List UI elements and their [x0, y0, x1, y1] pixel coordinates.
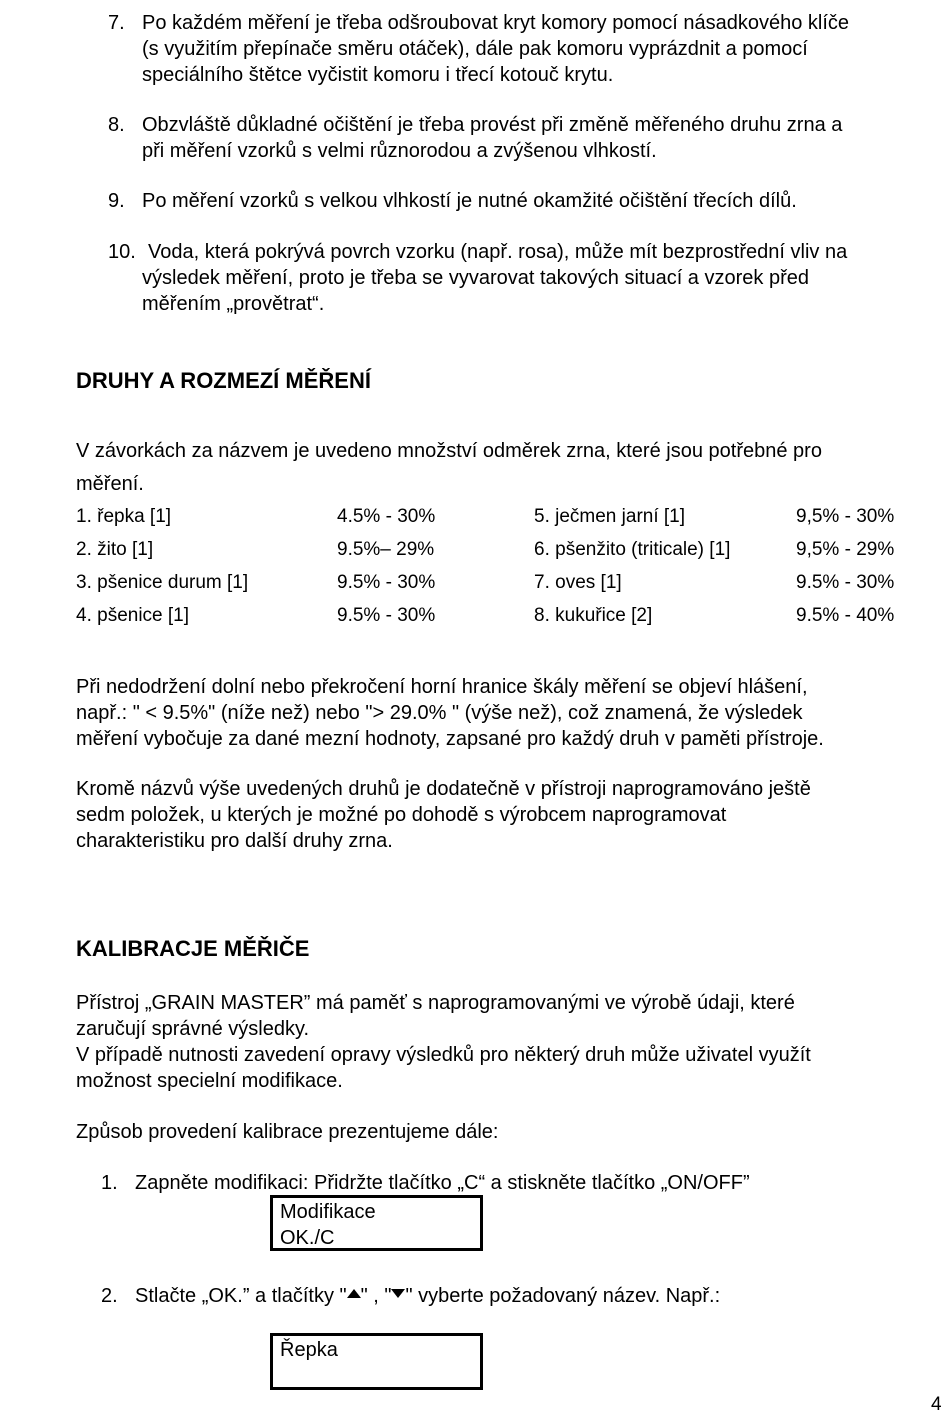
text-line: V závorkách za názvem je uvedeno množství odměrek zrna, které jsou potřebné pro — [76, 440, 822, 462]
table-cell: 9.5% - 30% — [796, 572, 895, 593]
text-line: Kromě názvů výše uvedených druhů je dodatečně v přístroji naprogramováno ještě — [76, 778, 811, 800]
text-span: Stlačte „OK.” a tlačítky " — [135, 1285, 347, 1307]
text-line: měřením „provětrat“. — [142, 293, 325, 315]
text-line: Voda, která pokrývá povrch vzorku (např. rosa), může mít bezprostřední vliv na — [148, 241, 848, 263]
text-line: Při nedodržení dolní nebo překročení horní hranice škály měření se objeví hlášení, — [76, 676, 808, 698]
step-text — [135, 1283, 720, 1309]
table-cell: 8. kukuřice [2] — [534, 605, 653, 626]
intro-paragraph — [76, 435, 822, 501]
text-span: " , " — [360, 1285, 392, 1307]
step-number: 1. — [101, 1172, 118, 1194]
text-line: Přístroj „GRAIN MASTER” má paměť s naprogramovanými ve výrobě údaji, které — [76, 992, 795, 1014]
text-line: výsledek měření, proto je třeba se vyvarovat takových situací a vzorek před — [142, 267, 809, 289]
table-cell: 9.5% - 30% — [337, 572, 436, 593]
table-cell: 9.5%– 29% — [337, 539, 435, 560]
text-line: Po měření vzorků s velkou vlhkostí je nutné okamžité očištění třecích dílů. — [142, 190, 797, 212]
text-span: " vyberte požadovaný název. Např.: — [405, 1285, 721, 1307]
list-number: 7. — [108, 12, 125, 34]
section-heading: DRUHY A ROZMEZÍ MĚŘENÍ — [76, 368, 371, 393]
table-cell: 9,5% - 30% — [796, 506, 895, 527]
list-item-text — [142, 239, 847, 317]
display-line: Řepka — [280, 1339, 338, 1361]
table-cell: 5. ječmen jarní [1] — [534, 506, 686, 527]
text-line: měření vybočuje za dané mezní hodnoty, zapsané pro každý druh v paměti přístroje. — [76, 728, 824, 750]
table-cell: 9,5% - 29% — [796, 539, 895, 560]
page-number: 4 — [931, 1394, 942, 1415]
list-item-text — [142, 10, 849, 88]
text-line: (s využitím přepínače směru otáček), dále pak komoru vyprázdnit a pomocí — [142, 38, 808, 60]
text-line: sedm položek, u kterých je možné po dohodě s výrobcem naprogramovat — [76, 804, 727, 826]
text-line: při měření vzorků s velmi různorodou a zvýšenou vlhkostí. — [142, 140, 657, 162]
table-cell: 2. žito [1] — [76, 539, 154, 560]
step-number: 2. — [101, 1285, 118, 1307]
table-cell: 7. oves [1] — [534, 572, 622, 593]
text-line: zaručují správné výsledky. — [76, 1018, 310, 1040]
list-number: 8. — [108, 114, 125, 136]
arrow-up-icon — [347, 1289, 361, 1298]
table-cell: 9.5% - 30% — [337, 605, 436, 626]
text-line: Obzvláště důkladné očištění je třeba provést při změně měřeného druhu zrna a — [142, 114, 843, 136]
text-line: možnost specielní modifikace. — [76, 1070, 343, 1092]
range-warning-paragraph — [76, 674, 824, 752]
table-cell: 1. řepka [1] — [76, 506, 172, 527]
text-line: Po každém měření je třeba odšroubovat kryt komory pomocí násadkového klíče — [142, 12, 850, 34]
text-line: např.: " < 9.5%" (níže než) nebo "> 29.0% " (výše než), což znamená, že výsledek — [76, 702, 803, 724]
list-number: 9. — [108, 190, 125, 212]
table-cell: 3. pšenice durum [1] — [76, 572, 249, 593]
table-cell: 4. pšenice [1] — [76, 605, 190, 626]
table-cell: 4.5% - 30% — [337, 506, 436, 527]
text-line: měření. — [76, 473, 144, 495]
arrow-down-icon — [391, 1289, 405, 1298]
display-box-modifikace — [270, 1195, 483, 1251]
extra-items-paragraph — [76, 776, 811, 854]
display-line: OK./C — [280, 1227, 335, 1249]
section-heading: KALIBRACJE MĚŘIČE — [76, 936, 310, 961]
list-number: 10. — [108, 241, 136, 263]
text-line: charakteristiku pro další druhy zrna. — [76, 830, 393, 852]
table-cell: 6. pšenžito (triticale) [1] — [534, 539, 731, 560]
list-item-text — [142, 112, 842, 164]
text-line: speciálního štětce vyčistit komoru i třecí kotouč krytu. — [142, 64, 614, 86]
display-line: Modifikace — [280, 1201, 376, 1223]
calibration-intro-paragraph — [76, 990, 811, 1094]
procedure-intro: Způsob provedení kalibrace prezentujeme dále: — [76, 1121, 499, 1143]
display-box-repka — [270, 1333, 483, 1390]
list-item-text — [142, 188, 797, 214]
step-text: Zapněte modifikaci: Přidržte tlačítko „C“ a stiskněte tlačítko „ON/OFF” — [135, 1172, 750, 1194]
table-cell: 9.5% - 40% — [796, 605, 895, 626]
text-line: V případě nutnosti zavedení opravy výsledků pro některý druh může uživatel využít — [76, 1044, 811, 1066]
